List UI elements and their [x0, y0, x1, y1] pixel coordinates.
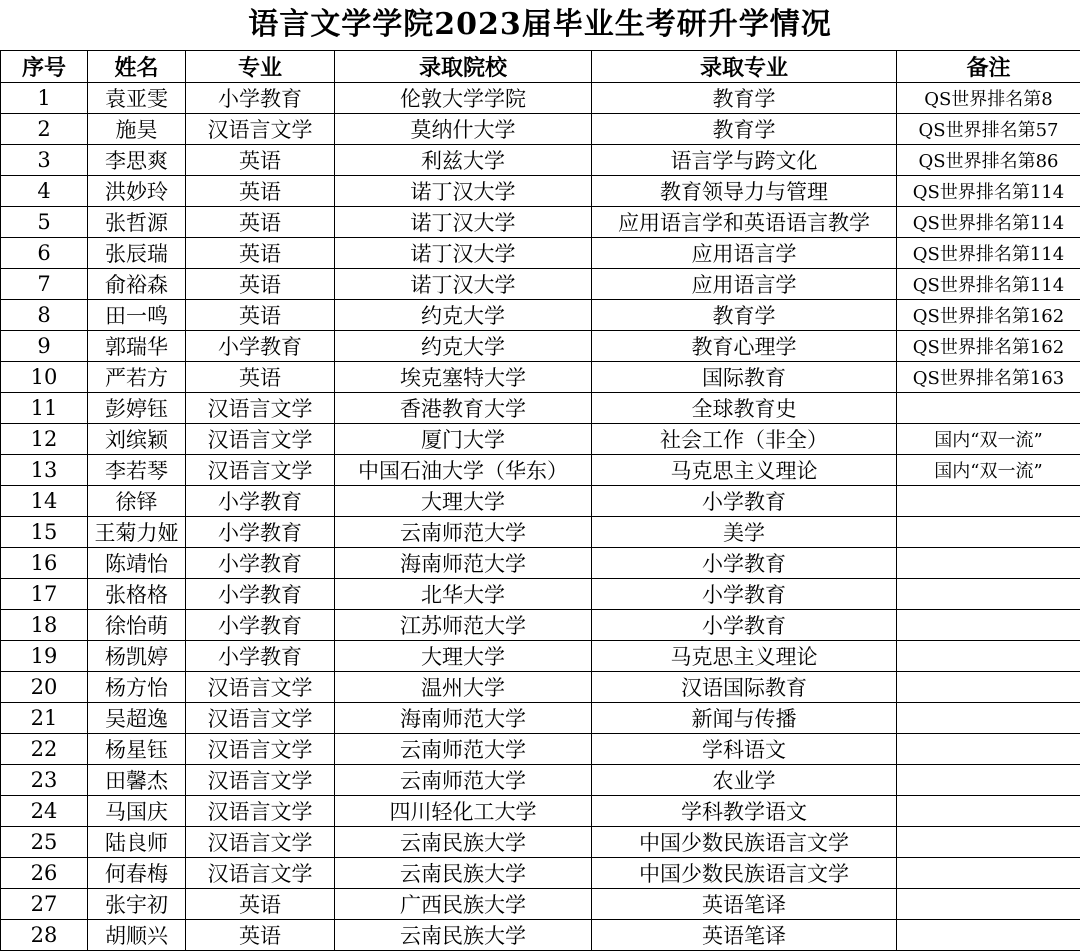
cell-admitted-major: 小学教育 [592, 579, 897, 610]
cell-index: 8 [1, 300, 88, 331]
cell-index: 13 [1, 455, 88, 486]
cell-admitted-school: 诺丁汉大学 [335, 269, 592, 300]
cell-admitted-school: 江苏师范大学 [335, 610, 592, 641]
cell-name: 彭婷钰 [88, 393, 186, 424]
cell-name: 张哲源 [88, 207, 186, 238]
cell-index: 5 [1, 207, 88, 238]
cell-admitted-major: 小学教育 [592, 548, 897, 579]
cell-index: 3 [1, 145, 88, 176]
cell-admitted-school: 诺丁汉大学 [335, 207, 592, 238]
cell-admitted-major: 新闻与传播 [592, 703, 897, 734]
cell-admitted-school: 诺丁汉大学 [335, 176, 592, 207]
cell-index: 27 [1, 889, 88, 920]
table-row [1, 796, 1080, 827]
cell-admitted-school: 约克大学 [335, 331, 592, 362]
cell-admitted-major: 马克思主义理论 [592, 641, 897, 672]
cell-name: 陆良师 [88, 827, 186, 858]
cell-admitted-major: 小学教育 [592, 486, 897, 517]
cell-admitted-major: 中国少数民族语言文学 [592, 827, 897, 858]
cell-name: 张格格 [88, 579, 186, 610]
cell-name: 陈靖怡 [88, 548, 186, 579]
cell-name: 施昊 [88, 114, 186, 145]
cell-admitted-major: 国际教育 [592, 362, 897, 393]
table-row [1, 765, 1080, 796]
cell-major: 汉语言文学 [186, 393, 335, 424]
header-major: 专业 [186, 51, 335, 83]
cell-major: 小学教育 [186, 83, 335, 114]
cell-remark [897, 920, 1080, 951]
table-row [1, 424, 1080, 455]
cell-admitted-major: 农业学 [592, 765, 897, 796]
cell-major: 汉语言文学 [186, 455, 335, 486]
table-row [1, 331, 1080, 362]
cell-admitted-school: 利兹大学 [335, 145, 592, 176]
cell-major: 汉语言文学 [186, 827, 335, 858]
cell-major: 小学教育 [186, 641, 335, 672]
cell-index: 4 [1, 176, 88, 207]
cell-remark [897, 486, 1080, 517]
table-row [1, 207, 1080, 238]
cell-name: 马国庆 [88, 796, 186, 827]
cell-remark [897, 827, 1080, 858]
cell-major: 小学教育 [186, 517, 335, 548]
table-row [1, 858, 1080, 889]
cell-admitted-major: 社会工作（非全） [592, 424, 897, 455]
cell-admitted-school: 云南师范大学 [335, 517, 592, 548]
cell-admitted-major: 教育心理学 [592, 331, 897, 362]
cell-index: 16 [1, 548, 88, 579]
cell-admitted-major: 教育学 [592, 300, 897, 331]
cell-index: 2 [1, 114, 88, 145]
table-row [1, 455, 1080, 486]
cell-admitted-major: 美学 [592, 517, 897, 548]
cell-name: 杨方怡 [88, 672, 186, 703]
cell-index: 7 [1, 269, 88, 300]
cell-name: 胡顺兴 [88, 920, 186, 951]
table-row [1, 393, 1080, 424]
cell-admitted-school: 莫纳什大学 [335, 114, 592, 145]
cell-index: 24 [1, 796, 88, 827]
cell-name: 李若琴 [88, 455, 186, 486]
cell-admitted-school: 埃克塞特大学 [335, 362, 592, 393]
cell-major: 汉语言文学 [186, 424, 335, 455]
cell-name: 张宇初 [88, 889, 186, 920]
cell-admitted-school: 中国石油大学（华东） [335, 455, 592, 486]
cell-major: 英语 [186, 362, 335, 393]
table-row [1, 176, 1080, 207]
cell-admitted-school: 海南师范大学 [335, 548, 592, 579]
cell-major: 汉语言文学 [186, 734, 335, 765]
cell-remark [897, 610, 1080, 641]
cell-admitted-major: 英语笔译 [592, 889, 897, 920]
cell-index: 9 [1, 331, 88, 362]
cell-major: 汉语言文学 [186, 114, 335, 145]
cell-remark [897, 393, 1080, 424]
cell-admitted-major: 英语笔译 [592, 920, 897, 951]
cell-name: 郭瑞华 [88, 331, 186, 362]
cell-admitted-school: 温州大学 [335, 672, 592, 703]
cell-major: 汉语言文学 [186, 796, 335, 827]
cell-admitted-school: 云南师范大学 [335, 734, 592, 765]
cell-remark: QS世界排名第163 [897, 362, 1080, 393]
cell-admitted-school: 伦敦大学学院 [335, 83, 592, 114]
cell-index: 14 [1, 486, 88, 517]
cell-admitted-school: 广西民族大学 [335, 889, 592, 920]
cell-major: 小学教育 [186, 486, 335, 517]
cell-admitted-school: 云南民族大学 [335, 920, 592, 951]
table-row [1, 362, 1080, 393]
table-row [1, 889, 1080, 920]
cell-remark [897, 579, 1080, 610]
cell-name: 王菊力娅 [88, 517, 186, 548]
table-body [1, 83, 1080, 951]
cell-name: 刘缤颖 [88, 424, 186, 455]
header-admitted-school: 录取院校 [335, 51, 592, 83]
table-row [1, 579, 1080, 610]
table-header-row [1, 51, 1080, 83]
cell-admitted-school: 海南师范大学 [335, 703, 592, 734]
cell-major: 英语 [186, 238, 335, 269]
cell-index: 12 [1, 424, 88, 455]
page-title: 语言文学学院2023届毕业生考研升学情况 [0, 0, 1080, 50]
cell-remark: QS世界排名第114 [897, 176, 1080, 207]
cell-remark [897, 765, 1080, 796]
cell-name: 严若方 [88, 362, 186, 393]
cell-index: 20 [1, 672, 88, 703]
cell-admitted-school: 四川轻化工大学 [335, 796, 592, 827]
cell-admitted-school: 云南民族大学 [335, 827, 592, 858]
cell-admitted-school: 云南民族大学 [335, 858, 592, 889]
cell-major: 英语 [186, 889, 335, 920]
cell-remark [897, 858, 1080, 889]
cell-name: 徐怡萌 [88, 610, 186, 641]
cell-admitted-major: 全球教育史 [592, 393, 897, 424]
cell-admitted-major: 应用语言学 [592, 269, 897, 300]
cell-name: 田一鸣 [88, 300, 186, 331]
cell-remark [897, 734, 1080, 765]
cell-admitted-major: 学科教学语文 [592, 796, 897, 827]
cell-name: 杨凯婷 [88, 641, 186, 672]
table-row [1, 145, 1080, 176]
cell-admitted-school: 香港教育大学 [335, 393, 592, 424]
table-row [1, 238, 1080, 269]
cell-admitted-major: 应用语言学和英语语言教学 [592, 207, 897, 238]
table-row [1, 300, 1080, 331]
cell-major: 英语 [186, 207, 335, 238]
cell-major: 英语 [186, 145, 335, 176]
cell-name: 田馨杰 [88, 765, 186, 796]
cell-remark: QS世界排名第8 [897, 83, 1080, 114]
cell-admitted-school: 厦门大学 [335, 424, 592, 455]
header-remark: 备注 [897, 51, 1080, 83]
cell-major: 英语 [186, 176, 335, 207]
table-row [1, 641, 1080, 672]
cell-admitted-major: 学科语文 [592, 734, 897, 765]
admissions-table [0, 50, 1080, 951]
table-row [1, 269, 1080, 300]
table-row [1, 610, 1080, 641]
cell-admitted-major: 教育学 [592, 83, 897, 114]
cell-index: 19 [1, 641, 88, 672]
cell-name: 张辰瑞 [88, 238, 186, 269]
cell-major: 汉语言文学 [186, 765, 335, 796]
header-index: 序号 [1, 51, 88, 83]
cell-admitted-major: 马克思主义理论 [592, 455, 897, 486]
cell-index: 18 [1, 610, 88, 641]
cell-remark [897, 548, 1080, 579]
cell-admitted-school: 约克大学 [335, 300, 592, 331]
cell-index: 21 [1, 703, 88, 734]
cell-remark [897, 672, 1080, 703]
header-admitted-major: 录取专业 [592, 51, 897, 83]
cell-remark: QS世界排名第86 [897, 145, 1080, 176]
table-row [1, 114, 1080, 145]
cell-admitted-school: 大理大学 [335, 641, 592, 672]
table-row [1, 486, 1080, 517]
cell-name: 杨星钰 [88, 734, 186, 765]
cell-remark: QS世界排名第114 [897, 269, 1080, 300]
cell-index: 10 [1, 362, 88, 393]
cell-index: 23 [1, 765, 88, 796]
table-row [1, 83, 1080, 114]
cell-admitted-school: 北华大学 [335, 579, 592, 610]
cell-remark [897, 641, 1080, 672]
cell-remark: QS世界排名第114 [897, 238, 1080, 269]
cell-remark [897, 889, 1080, 920]
cell-index: 17 [1, 579, 88, 610]
cell-major: 汉语言文学 [186, 858, 335, 889]
cell-index: 15 [1, 517, 88, 548]
cell-admitted-major: 中国少数民族语言文学 [592, 858, 897, 889]
cell-major: 汉语言文学 [186, 703, 335, 734]
cell-name: 吴超逸 [88, 703, 186, 734]
cell-admitted-school: 大理大学 [335, 486, 592, 517]
cell-remark: QS世界排名第162 [897, 331, 1080, 362]
cell-major: 英语 [186, 300, 335, 331]
cell-admitted-major: 语言学与跨文化 [592, 145, 897, 176]
cell-name: 何春梅 [88, 858, 186, 889]
cell-remark [897, 517, 1080, 548]
cell-major: 英语 [186, 269, 335, 300]
cell-index: 28 [1, 920, 88, 951]
cell-name: 洪妙玲 [88, 176, 186, 207]
cell-remark [897, 703, 1080, 734]
table-row [1, 517, 1080, 548]
cell-major: 英语 [186, 920, 335, 951]
cell-admitted-major: 应用语言学 [592, 238, 897, 269]
table-row [1, 548, 1080, 579]
cell-index: 25 [1, 827, 88, 858]
table-row [1, 827, 1080, 858]
cell-remark: QS世界排名第57 [897, 114, 1080, 145]
cell-index: 1 [1, 83, 88, 114]
cell-major: 小学教育 [186, 610, 335, 641]
cell-admitted-school: 诺丁汉大学 [335, 238, 592, 269]
cell-index: 26 [1, 858, 88, 889]
table-row [1, 703, 1080, 734]
cell-admitted-major: 教育学 [592, 114, 897, 145]
cell-admitted-major: 教育领导力与管理 [592, 176, 897, 207]
table-row [1, 672, 1080, 703]
cell-index: 11 [1, 393, 88, 424]
header-name: 姓名 [88, 51, 186, 83]
cell-admitted-school: 云南师范大学 [335, 765, 592, 796]
cell-remark: QS世界排名第162 [897, 300, 1080, 331]
cell-remark: QS世界排名第114 [897, 207, 1080, 238]
cell-remark [897, 796, 1080, 827]
cell-major: 小学教育 [186, 579, 335, 610]
cell-name: 李思爽 [88, 145, 186, 176]
cell-major: 小学教育 [186, 331, 335, 362]
cell-admitted-major: 小学教育 [592, 610, 897, 641]
cell-name: 袁亚雯 [88, 83, 186, 114]
table-row [1, 920, 1080, 951]
cell-name: 徐铎 [88, 486, 186, 517]
cell-index: 22 [1, 734, 88, 765]
cell-index: 6 [1, 238, 88, 269]
table-row [1, 734, 1080, 765]
cell-name: 俞裕森 [88, 269, 186, 300]
cell-major: 汉语言文学 [186, 672, 335, 703]
cell-admitted-major: 汉语国际教育 [592, 672, 897, 703]
cell-major: 小学教育 [186, 548, 335, 579]
cell-remark: 国内“双一流” [897, 455, 1080, 486]
cell-remark: 国内“双一流” [897, 424, 1080, 455]
